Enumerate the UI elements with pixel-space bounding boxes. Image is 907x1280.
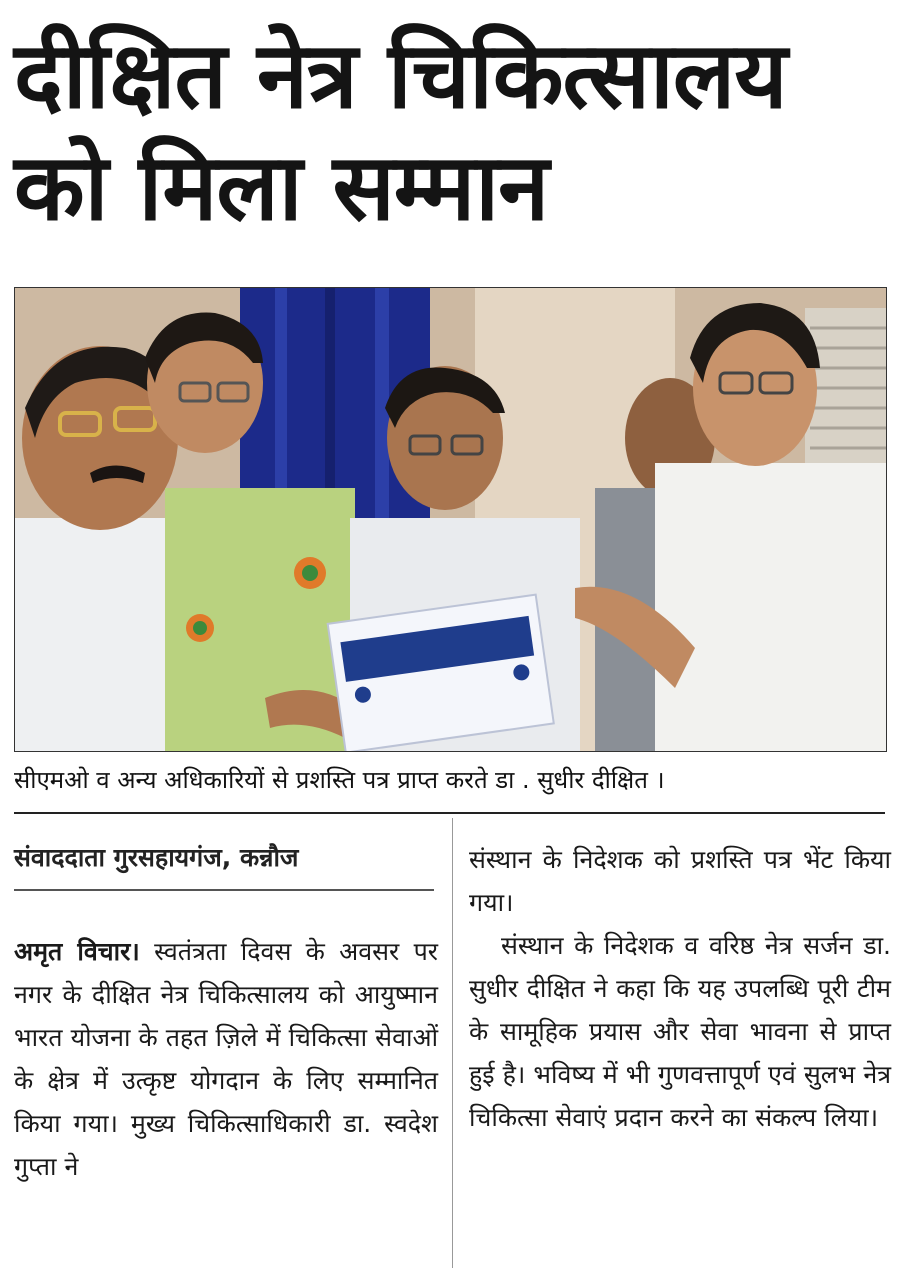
byline: संवाददाता गुरसहायगंज, कन्नौज (14, 843, 299, 872)
article-column-right (469, 838, 891, 1139)
article-paragraph-1: स्वतंत्रता दिवस के अवसर पर नगर के दीक्षित नेत्र चिकित्सालय को आयुष्मान भारत योजना के तहत ज़िले में चिकित्सा सेवाओं के क्षेत्र में उत्कृष्ट योगदान के लिए सम्मानित किया गया। मुख्य चिकित्साधिकारी डा. स्वदेश गुप्ता ने (14, 937, 439, 1181)
headline (14, 20, 894, 244)
article-paragraph-1-continued: संस्थान के निदेशक को प्रशस्ति पत्र भेंट किया गया। (469, 845, 891, 917)
article-column-left (14, 930, 438, 1188)
caption-rule (14, 812, 885, 814)
article-paragraph-2: संस्थान के निदेशक व वरिष्ठ नेत्र सर्जन डा. सुधीर दीक्षित ने कहा कि यह उपलब्धि पूरी टीम के सामूहिक प्रयास और सेवा भावना से प्राप्त हुई है। भविष्य में भी गुणवत्तापूर्ण एवं सुलभ नेत्र चिकित्सा सेवाएं प्रदान करने का संकल्प लिया। (469, 931, 891, 1132)
column-divider (452, 818, 453, 1268)
headline-line-2: को मिला सम्मान (14, 134, 549, 241)
byline-rule (14, 889, 434, 891)
headline-line-1: दीक्षित नेत्र चिकित्सालय (14, 22, 787, 129)
dateline: अमृत विचार। (14, 937, 140, 966)
photo-caption: सीएमओ व अन्य अधिकारियों से प्रशस्ति पत्र प्राप्त करते डा . सुधीर दीक्षित । (14, 766, 665, 794)
news-photo (14, 287, 887, 752)
